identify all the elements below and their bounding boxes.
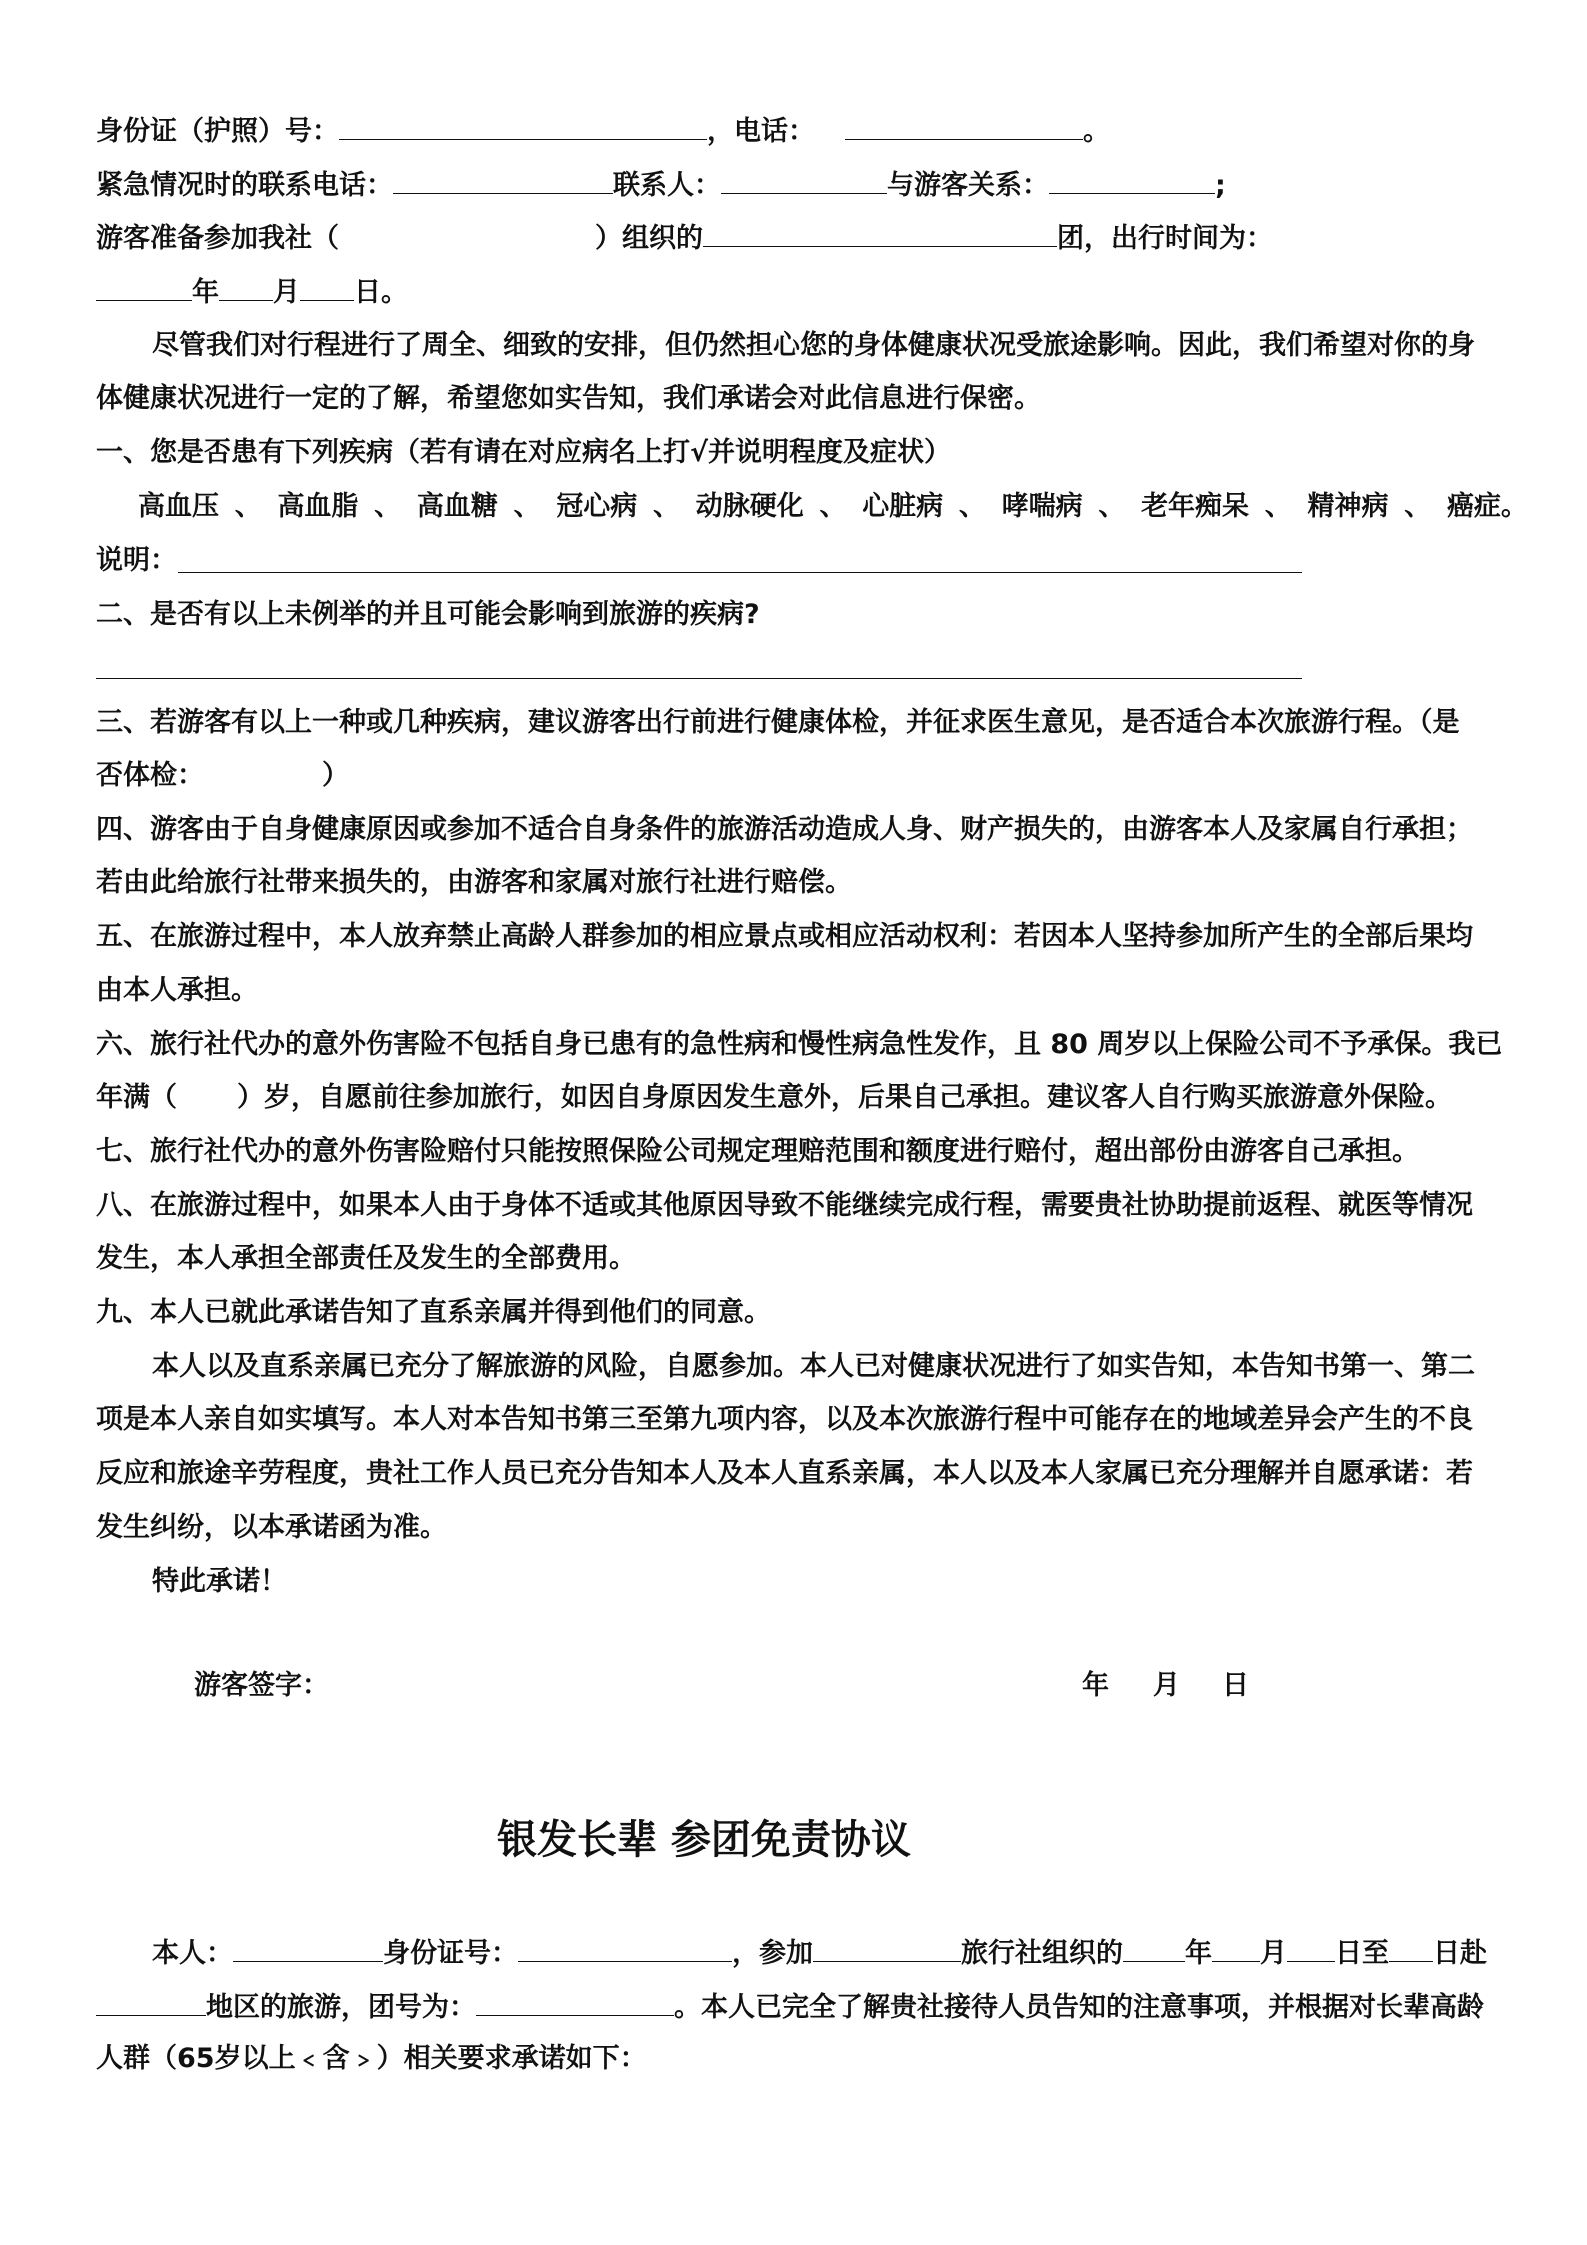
item-6-line-1: 六、旅行社代办的意外伤害险不包括自身已患有的急性病和慢性病急性发作，且 80 周岁以上保险公司不予承保。我已 xyxy=(96,1029,1503,1060)
join-suffix: 团，出行时间为： xyxy=(1057,223,1273,254)
signature-year: 年 xyxy=(1082,1670,1109,1701)
disease-hyperlipidemia[interactable]: 高血脂 xyxy=(277,491,359,522)
item-3-line-1: 三、若游客有以上一种或几种疾病，建议游客出行前进行健康体检，并征求医生意见，是否适合本次旅游行程。（是 xyxy=(96,707,1460,738)
relation-label: 与游客关系： xyxy=(887,170,1049,201)
emergency-phone-label: 紧急情况时的联系电话： xyxy=(96,170,393,201)
special-statement: 特此承诺！ xyxy=(152,1566,287,1597)
month-label: 月 xyxy=(273,277,300,308)
item-2-heading: 二、是否有以上未例举的并且可能会影响到旅游的疾病? xyxy=(96,599,760,630)
region-label: 地区的旅游，团号为： xyxy=(206,1992,476,2023)
closing-line-4: 发生纠纷，以本承诺函为准。 xyxy=(96,1512,447,1543)
period: 。 xyxy=(1083,116,1110,147)
checkup-label: 否体检： xyxy=(96,760,204,791)
disease-hypertension[interactable]: 高血压 xyxy=(138,491,219,522)
join-label: ，参加 xyxy=(732,1938,813,1969)
separator: 、 xyxy=(1264,491,1292,522)
id-number-field[interactable] xyxy=(339,113,707,140)
agency-field[interactable] xyxy=(813,1935,961,1962)
year-field[interactable] xyxy=(96,274,192,301)
id-phone-line xyxy=(96,113,1110,149)
note-label: 说明： xyxy=(96,545,177,576)
signature-day: 日 xyxy=(1222,1670,1249,1701)
join-mid: ）组织的 xyxy=(595,223,703,254)
day-go-label: 日赴 xyxy=(1433,1938,1487,1969)
disease-list xyxy=(138,490,1528,524)
closing-line-1: 本人以及直系亲属已充分了解旅游的风险，自愿参加。本人已对健康状况进行了如实告知，本告知书第一、第二 xyxy=(152,1351,1475,1382)
disease-dementia[interactable]: 老年痴呆 xyxy=(1141,491,1250,522)
disease-mental[interactable]: 精神病 xyxy=(1307,491,1389,522)
semicolon: ; xyxy=(1215,170,1226,201)
disease-hyperglycemia[interactable]: 高血糖 xyxy=(416,491,498,522)
tour-name-field[interactable] xyxy=(703,220,1057,247)
start-month-field[interactable] xyxy=(1212,1935,1260,1962)
agreement-rest: 。本人已完全了解贵社接待人员告知的注意事项，并根据对长辈高龄 xyxy=(674,1992,1484,2023)
item-7-line-1: 七、旅行社代办的意外伤害险赔付只能按照保险公司规定理赔范围和额度进行赔付，超出部份由游客自己承担。 xyxy=(96,1136,1419,1167)
agreement-title: 银发长辈 参团免责协议 xyxy=(497,1817,911,1863)
year-label: 年 xyxy=(192,277,219,308)
start-year-field[interactable] xyxy=(1123,1935,1185,1962)
day-label: 日。 xyxy=(354,277,408,308)
agency-label: 旅行社组织的 xyxy=(961,1938,1123,1969)
item-5-line-2: 由本人承担。 xyxy=(96,975,258,1006)
item-3-line-2 xyxy=(96,759,349,793)
item-6-line-2 xyxy=(96,1081,1452,1115)
age-rest: ）岁，自愿前往参加旅行，如因自身原因发生意外，后果自己承担。建议客人自行购买旅游意外保险。 xyxy=(237,1082,1452,1113)
separator: 、 xyxy=(958,491,986,522)
disease-heart[interactable]: 心脏病 xyxy=(862,491,944,522)
contact-field[interactable] xyxy=(721,167,887,194)
intro-line-2: 体健康状况进行一定的了解，希望您如实告知，我们承诺会对此信息进行保密。 xyxy=(96,383,1041,414)
close-paren: ） xyxy=(322,760,349,791)
person-name-field[interactable] xyxy=(233,1935,383,1962)
item-8-line-1: 八、在旅游过程中，如果本人由于身体不适或其他原因导致不能继续完成行程，需要贵社协助提前返程、就医等情况 xyxy=(96,1190,1473,1221)
id-label-2: 身份证号： xyxy=(383,1938,518,1969)
person-label: 本人： xyxy=(152,1938,233,1969)
closing-line-3: 反应和旅途辛劳程度，贵社工作人员已充分告知本人及本人直系亲属，本人以及本人家属已充分理解并自愿承诺：若 xyxy=(96,1458,1473,1489)
phone-label: ，电话： xyxy=(707,116,815,147)
disease-coronary[interactable]: 冠心病 xyxy=(556,491,638,522)
intro-line-1: 尽管我们对行程进行了周全、细致的安排，但仍然担心您的身体健康状况受旅途影响。因此，我们希望对你的身 xyxy=(152,330,1475,361)
signature-field[interactable] xyxy=(450,1664,1050,1704)
day-field[interactable] xyxy=(300,274,354,301)
start-year-label: 年 xyxy=(1185,1938,1212,1969)
item-2-answer-field[interactable] xyxy=(96,678,1302,679)
start-day-field[interactable] xyxy=(1287,1935,1335,1962)
separator: 、 xyxy=(819,491,847,522)
relation-field[interactable] xyxy=(1049,167,1215,194)
agreement-line-3: 人群（65岁以上﹤含﹥）相关要求承诺如下： xyxy=(96,2043,647,2074)
end-day-field[interactable] xyxy=(1389,1935,1433,1962)
emergency-phone-field[interactable] xyxy=(393,167,613,194)
month-field[interactable] xyxy=(219,274,273,301)
note-field[interactable] xyxy=(178,572,1302,573)
item-4-line-2: 若由此给旅行社带来损失的，由游客和家属对旅行社进行赔偿。 xyxy=(96,867,852,898)
separator: 、 xyxy=(1098,491,1126,522)
join-line xyxy=(96,220,1273,256)
contact-label: 联系人： xyxy=(613,170,721,201)
disease-cancer[interactable]: 癌症。 xyxy=(1446,491,1528,522)
date-line xyxy=(96,274,408,310)
separator: 、 xyxy=(653,491,681,522)
item-5-line-1: 五、在旅游过程中，本人放弃禁止高龄人群参加的相应景点或相应活动权利：若因本人坚持参加所产生的全部后果均 xyxy=(96,921,1473,952)
separator: 、 xyxy=(374,491,402,522)
disease-arteriosclerosis[interactable]: 动脉硬化 xyxy=(695,491,804,522)
phone-field[interactable] xyxy=(845,113,1083,140)
id-label: 身份证（护照）号： xyxy=(96,116,339,147)
region-field[interactable] xyxy=(96,1989,206,2016)
item-9-line-1: 九、本人已就此承诺告知了直系亲属并得到他们的同意。 xyxy=(96,1297,771,1328)
note-line xyxy=(96,544,177,578)
agreement-line-1 xyxy=(152,1935,1487,1971)
id-number-field-2[interactable] xyxy=(518,1935,732,1962)
agreement-line-2 xyxy=(96,1989,1484,2025)
item-8-line-2: 发生，本人承担全部责任及发生的全部费用。 xyxy=(96,1243,636,1274)
signature-label: 游客签字： xyxy=(194,1670,329,1701)
separator: 、 xyxy=(234,491,262,522)
group-number-field[interactable] xyxy=(476,1989,674,2016)
item-4-line-1: 四、游客由于自身健康原因或参加不适合自身条件的旅游活动造成人身、财产损失的，由游客本人及家属自行承担； xyxy=(96,814,1473,845)
join-prefix: 游客准备参加我社（ xyxy=(96,223,339,254)
start-month-label: 月 xyxy=(1260,1938,1287,1969)
age-label: 年满（ xyxy=(96,1082,177,1113)
separator: 、 xyxy=(513,491,541,522)
disease-asthma[interactable]: 哮喘病 xyxy=(1001,491,1083,522)
item-1-heading: 一、您是否患有下列疾病（若有请在对应病名上打√并说明程度及症状） xyxy=(96,437,952,468)
closing-line-2: 项是本人亲自如实填写。本人对本告知书第三至第九项内容，以及本次旅游行程中可能存在的地域差异会产生的不良 xyxy=(96,1404,1473,1435)
signature-month: 月 xyxy=(1153,1670,1180,1701)
emergency-line xyxy=(96,167,1226,203)
day-to-label: 日至 xyxy=(1335,1938,1389,1969)
separator: 、 xyxy=(1404,491,1432,522)
